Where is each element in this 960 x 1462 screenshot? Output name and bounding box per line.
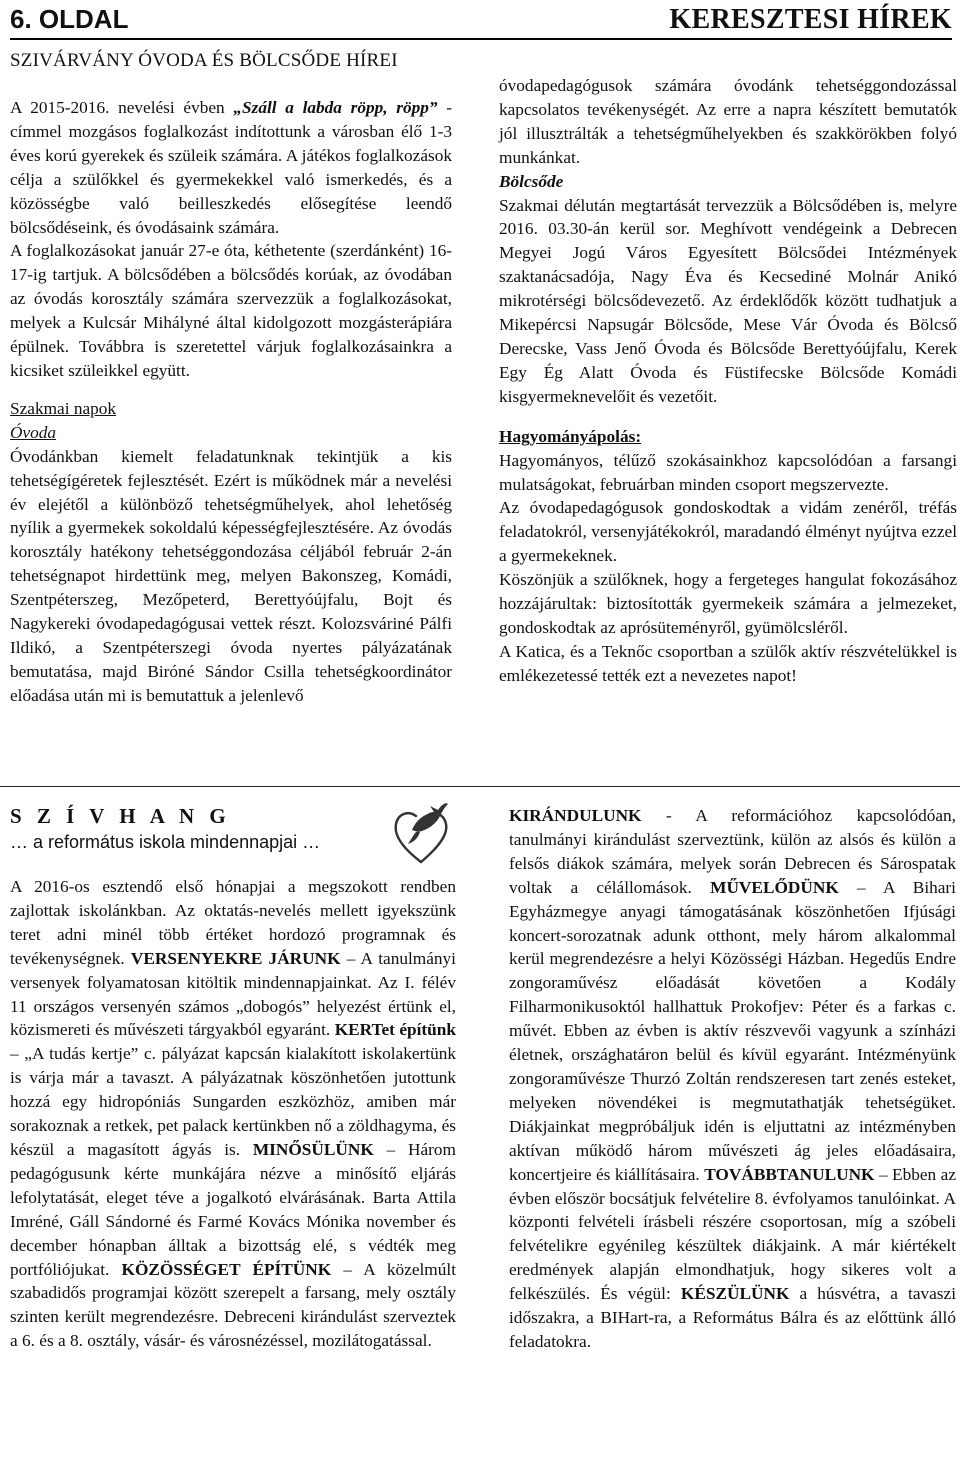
- text: – „A tudás kertje” c. pályázat kapcsán kialakított iskolakertünk is várja már a tavaszt. A pályázatnak köszönhetően jutottunk hozzá egy hidropóniás Sungarden eszközhöz, amiben már sorakoznak a retkek, pet palack kertünkben nő a zöldhagyma, és készül a magasított ágyás is.: [10, 1044, 456, 1159]
- community-heading: KÖZÖSSÉGET ÉPÍTÜNK: [121, 1259, 332, 1279]
- paragraph: [10, 96, 452, 239]
- text: – A közelmúlt szabadidős programjai között szerepelt a farsang, mely osztály szinten került megrendezésre. Debreceni kirándulást szerveztek a 6. és a 8. osztály, vásár- és városnézéssel, mozilátogatással.: [10, 1259, 456, 1351]
- text: - A reformációhoz kapcsolódóan, tanulmányi kirándulást szerveztünk, külön az alsós és külön a felsős diákok számára, melyek során Debrecen és Sárospatak voltak a célállomások.: [509, 806, 956, 897]
- section-title: KERESZTESI HÍREK: [669, 4, 952, 35]
- paragraph: Köszönjük a szülőknek, hogy a fergeteges hangulat fokozásához hozzájárultak: biztosították gyermekeik számára a jelmezeket, gondoskodtak az aprósüteményről, gyümölcsléről.: [499, 570, 957, 637]
- paragraph: [509, 804, 956, 1354]
- left-bottom-column: [10, 875, 456, 1353]
- left-top-column: [10, 96, 452, 708]
- professional-days-heading: Szakmai napok: [10, 398, 117, 418]
- page-number: 6. OLDAL: [10, 4, 129, 34]
- text: a húsvétra, a tavaszi időszakra, a BIHart-ra, a Református Bálra és az előttünk álló feladatokra.: [509, 1284, 957, 1351]
- paragraph: [10, 875, 456, 1353]
- competitions-heading: VERSENYEKRE JÁRUNK: [130, 948, 341, 968]
- paragraph: Óvodánkban kiemelt feladatunknak tekintjük a kis tehetségígéretek fejlesztését. Ezért is működnek már a nevelési év elejétől a különböző tehetségműhelyek, ahol lehetőség nyílik a gyermekek sokoldalú képességfejlesztésére. Az óvodás korosztály hatékony tehetséggondozása céljából február 2-án tehetségnapot hirdettünk meg, melyen Bakonszeg, Komádi, Szentpéterszeg, Mezőpeterd, Berettyóújfalu, Bojt és Nagykereki óvodapedagógusai vettek részt. Kolozsváriné Pálfi Ildikó, a Szentpéterszegi óvoda nyertes pályázatának bemutatása, majd Biróné Sándor Csilla tehetségkoordinátor előadása után mi is bemutattuk a jelenlevő: [10, 446, 452, 705]
- paragraph: Hagyományos, télűző szokásainkhoz kapcsolódóan a farsangi mulatságokat, februárban minden csoport megszervezte.: [499, 450, 957, 494]
- paragraph: A foglalkozásokat január 27-e óta, kéthetente (szerdánként) 16-17-ig tartjuk. A bölcsődében a bölcsődés korúak, az óvodában az óvodás korosztály számára szervezzük a foglalkozásokat, melyek a Kulcsár Mihályné által kidolgozott mozgásterápiára épülnek. Továbbra is szeretettel várjuk foglalkozásainkra a kicsiket szüleikkel együtt.: [10, 241, 452, 380]
- program-title: „Száll a labda röpp, röpp”: [233, 98, 438, 117]
- school-news-title: S Z Í V H A N G: [10, 804, 231, 828]
- text: A 2016-os esztendő első hónapjai a megszokott rendben zajlottak iskolánkban. Az oktatás-nevelés mellett igyekszünk teret adni minél több értéket hordozó programnak és tevékenységnek.: [10, 877, 456, 968]
- kindergarten-subheading: Óvoda: [10, 422, 57, 442]
- preparing-heading: KÉSZÜLÜNK: [680, 1284, 790, 1304]
- culture-heading: MŰVELŐDÜNK: [710, 877, 839, 897]
- text: - címmel mozgásos foglalkozást indítottunk a városban élő 1-3 éves korú gyerekek és szüleik számára. A játékos foglalkozások célja a szülőkkel és gyermekekkel való ismerkedés, és a közösségbe való beilleszkedés elősegítése leendő bölcsődéseink, és óvodásaink számára.: [10, 98, 453, 237]
- text: – A tanulmányi versenyek folyamatosan kitöltik mindennapjainkat. Az I. félév 11 országos versenyén számos „dobogós” helyezést értünk el, közismereti és művészeti tárgyakból egyaránt.: [10, 948, 456, 1040]
- right-top-column: [499, 74, 957, 688]
- text: – A Bihari Egyházmegye anyagi támogatásának köszönhetően Ifjúsági koncert-sorozatnak adunk otthont, mely három alkalommal kerül megrendezésre a helyi Közösségi Házban. Hegedűs Endre zongoraművész előadását követően a Kodály Filharmonikusoktól hallhattuk Prokofjev: Péter és a farkas c. művét. Ebben az évben is aktív részvevői vagyunk a színházi életnek, országhatáron belül és kívül egyaránt. Intézményünk zongoraművésze Thurzó Zoltán rendszeresen tart zenés esteket, melyeken növendékei is megmutathatják tehetségüket. Diákjainkat megpróbáljuk idén is eljuttatni az intézményben aktívan működő három művészeti ág jeles előadásaira, koncertjeire és kiállításaira.: [509, 877, 956, 1184]
- text: – Ebben az évben először bocsátjuk felvételire 8. évfolyamos tanulóinkat. A központi felvételi írásbeli részére csoportosan, míg a szóbeli felvételikre egyénileg készültek diákjaink. A már kiértékelt eredmények alapján elmondhatjuk, hogy sikeres volt a felkészülés. És végül:: [509, 1164, 956, 1304]
- paragraph: Szakmai délután megtartását tervezzük a Bölcsődében is, melyre 2016. 03.30-án kerül sor. Meghívott vendégeink a Debrecen Megyei Jogú Város Egyesített Bölcsődei Intézmények szaktanácsadója, Nagy Éva és Kecsediné Molnár Anikó mikrotérségi bölcsődevezető. Az érdeklődők között tudhatjuk a Mikepércsi Napsugár Bölcsőde, Mese Vár Óvoda és Bölcső Derecske, Vass Jenő Óvoda és Bölcsőde Berettyóújfalu, Kerek Egy Ég Alatt Óvoda és Füstifecske Bölcsőde Komádi kisgyermeknevelőit és vezetőit.: [499, 195, 957, 406]
- tradition-heading: Hagyományápolás:: [499, 426, 642, 446]
- text: A 2015-2016. nevelési évben: [10, 98, 234, 117]
- text: – Három pedagógusunk kérte munkájára nézve a minősítő eljárás lefolytatását, eleget téve a jogalkotó elvárásának. Barta Attila Imréné, Gáll Sándorné és Farmé Kovács Mónika november és december hónapban álltak a bizottság elé, s védték meg portfóliójukat.: [10, 1139, 456, 1279]
- paragraph: Az óvodapedagógusok gondoskodtak a vidám zenéről, tréfás feladatokról, versenyjátékokról, maradandó élményt nyújtva ezzel a gyermekeknek.: [499, 498, 957, 566]
- page-header: [10, 4, 952, 40]
- dove-heart-icon: [390, 800, 452, 866]
- excursion-heading: KIRÁNDULUNK: [509, 806, 642, 825]
- kindergarten-news-title: SZIVÁRVÁNY ÓVODA ÉS BÖLCSŐDE HÍREI: [10, 50, 398, 71]
- school-news-subtitle: … a református iskola mindennapjai …: [10, 832, 321, 852]
- paragraph: A Katica, és a Teknőc csoportban a szülők aktív részvételükkel is emlékezetessé tették ezt a nevezetes napot!: [499, 641, 957, 685]
- paragraph: óvodapedagógusok számára óvodánk tehetséggondozással kapcsolatos tevékenységét. Az erre a napra készített bemutatók jól illusztrálták a tehetségműhelyekben és szakkörökben folyó munkánkat.: [499, 76, 957, 167]
- garden-heading: KERTet építünk: [334, 1020, 457, 1040]
- right-bottom-column: [509, 804, 956, 1354]
- further-studies-heading: TOVÁBBTANULUNK: [704, 1164, 875, 1184]
- nursery-subheading: Bölcsőde: [499, 171, 564, 191]
- section-divider: [0, 786, 960, 787]
- qualification-heading: MINŐSÜLÜNK: [252, 1139, 374, 1159]
